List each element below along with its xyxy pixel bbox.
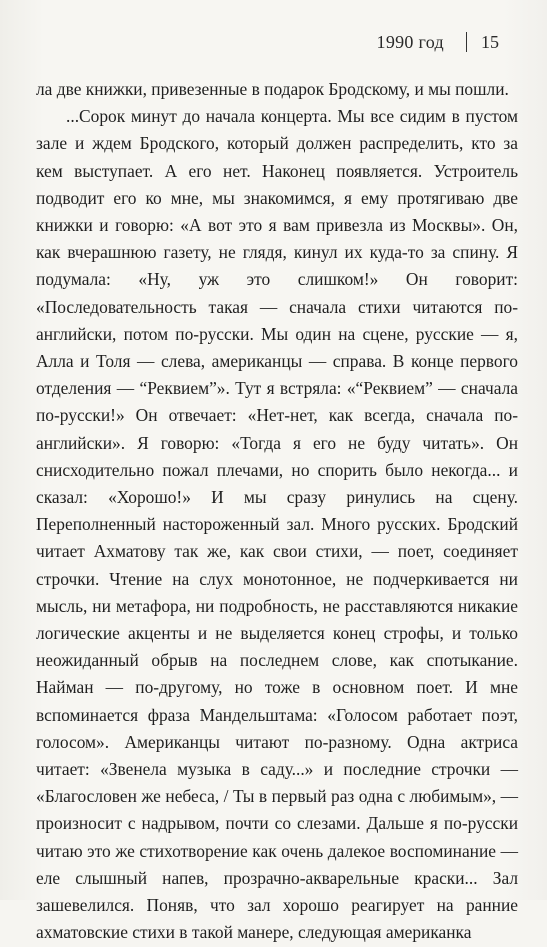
header-separator	[466, 32, 467, 52]
running-head	[377, 28, 499, 56]
running-title: 1990 год	[376, 31, 444, 52]
paragraph-continuation: ла две книжки, привезенные в подарок Бродскому, и мы пошли.	[36, 79, 509, 99]
page-number: 15	[481, 31, 499, 52]
paragraph-concert: ...Сорок минут до начала концерта. Мы все сидим в пустом зале и ждем Бродского, который должен распределить, кто за кем выступает. А его нет. Наконец появляется. Устроитель подводит его ко мне, мы знакомимся, я ему протягиваю две книжки и говорю: «А вот это я вам привезла из Москвы». Он, как вчерашнюю газету, не глядя, кинул их куда-то за спину. Я подумала: «Ну, уж это слишком!» Он говорит: «Последовательность такая — сначала стихи читаются по-английски, потом по-русски. Мы один на сцене, русские — я, Алла и Толя — слева, американцы — справа. В конце первого отделения — “Реквием”». Тут я встряла: «“Реквием” — сначала по-русски!» Он отвечает: «Нет-нет, как всегда, сначала по-английски». Я говорю: «Тогда я его не буду читать». Он снисходительно пожал плечами, но спорить было некогда... и сказал: «Хорошо!» И мы сразу ринулись на сцену. Переполненный настороженный зал. Много русских. Бродский читает Ахматову так же, как свои стихи, — поет, соединяет строчки. Чтение на слух монотонное, не подчеркивается ни мысль, ни метафора, ни подробность, не расставляются никакие логические акценты и не выделяется конец строфы, и только неожиданный обрыв на последнем слове, как спотыкание. Найман — по-другому, но тоже в основном поет. И мне вспоминается фраза Мандельштама: «Голосом работает поэт, голосом». Американцы читают по-разному. Одна актриса читает: «Звенела музыка в саду...» и последние строчки — «Благословен же небеса, / Ты в первый раз одна с любимым», — произносит с надрывом, почти со слезами. Дальше я по-русски читаю это же стихотворение как очень далекое воспоминание — еле слышный напев, прозрачно-акварельные краски... Зал зашевелился. Поняв, что зал хорошо реагирует на ранние ахматовские стихи в такой манере, следующая американка	[36, 106, 518, 943]
body-text	[36, 76, 518, 947]
